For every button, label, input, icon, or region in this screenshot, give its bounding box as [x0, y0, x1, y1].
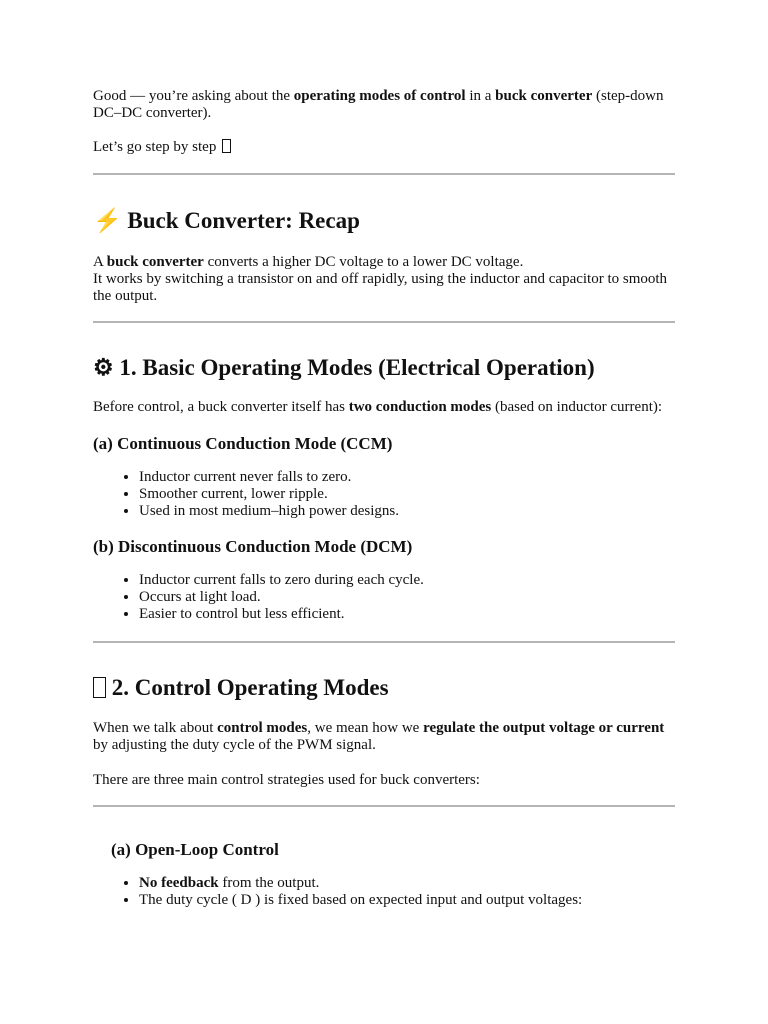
list-item: • Easier to control but less efficient.	[139, 606, 675, 623]
step-text: Let’s go step by step	[93, 139, 217, 155]
gear-icon: ⚙	[93, 355, 114, 380]
control-text-2: , we mean how we	[307, 720, 424, 736]
basic-text-2: (based on inductor current):	[491, 399, 663, 415]
control-strategies-paragraph: There are three main control strategies used for buck converters:	[93, 772, 480, 788]
list-item: • Used in most medium–high power designs.	[139, 503, 675, 520]
lightning-icon: ⚡	[93, 208, 122, 233]
heading-basic-text: 1. Basic Operating Modes (Electrical Operation)	[119, 355, 595, 380]
intro-text-3: (step-down DC–DC converter).	[93, 88, 664, 121]
recap-bold-1: buck converter	[106, 254, 204, 270]
basic-text-1: Before control, a buck converter itself has	[93, 399, 349, 415]
basic-paragraph	[93, 399, 675, 416]
recap-text-2: converts a higher DC voltage to a lower DC voltage.	[203, 254, 524, 270]
heading-recap-text: Buck Converter: Recap	[127, 208, 360, 233]
control-bold-2: regulate the output voltage or current	[423, 720, 665, 736]
divider-1	[93, 173, 675, 175]
recap-paragraph	[93, 254, 675, 305]
list-item	[139, 875, 675, 892]
intro-text-2: in a	[465, 88, 496, 104]
heading-open-loop: (a) Open-Loop Control	[111, 840, 279, 859]
divider-3	[93, 641, 675, 643]
heading-control	[93, 674, 675, 702]
document-content	[93, 88, 675, 909]
list-item: • Smoother current, lower ripple.	[139, 486, 675, 503]
recap-text-3: It works by switching a transistor on and off rapidly, using the inductor and capacitor to smooth the output.	[93, 271, 668, 304]
control-text-1: When we talk about	[93, 720, 218, 736]
list-item: • Inductor current falls to zero during each cycle.	[139, 572, 675, 589]
intro-paragraph	[93, 88, 675, 122]
basic-bold-1: two conduction modes	[348, 399, 492, 415]
dcm-list	[93, 572, 675, 623]
open-loop-text-1: from the output.	[218, 875, 320, 891]
open-loop-list	[93, 875, 675, 909]
open-loop-bold-1: No feedback	[139, 875, 219, 891]
heading-dcm: (b) Discontinuous Conduction Mode (DCM)	[93, 537, 413, 556]
missing-glyph-icon	[93, 677, 106, 698]
heading-recap	[93, 207, 675, 235]
divider-2	[93, 321, 675, 323]
list-item: • Inductor current never falls to zero.	[139, 469, 675, 486]
list-item: • Occurs at light load.	[139, 589, 675, 606]
missing-glyph-icon	[222, 139, 231, 153]
control-paragraph	[93, 720, 675, 754]
heading-control-text: 2. Control Operating Modes	[111, 675, 389, 700]
intro-step-line	[93, 139, 675, 156]
heading-basic	[93, 354, 675, 382]
intro-bold-2: buck converter	[495, 88, 593, 104]
control-text-3: by adjusting the duty cycle of the PWM signal.	[93, 737, 376, 753]
control-bold-1: control modes	[217, 720, 308, 736]
divider-4	[93, 805, 675, 807]
heading-ccm: (a) Continuous Conduction Mode (CCM)	[93, 434, 393, 453]
intro-bold-1: operating modes of control	[293, 88, 466, 104]
ccm-list	[93, 469, 675, 520]
recap-text-1: A	[93, 254, 107, 270]
list-item: • The duty cycle ( D ) is fixed based on expected input and output voltages:	[139, 892, 675, 909]
intro-text-1: Good — you’re asking about the	[93, 88, 294, 104]
